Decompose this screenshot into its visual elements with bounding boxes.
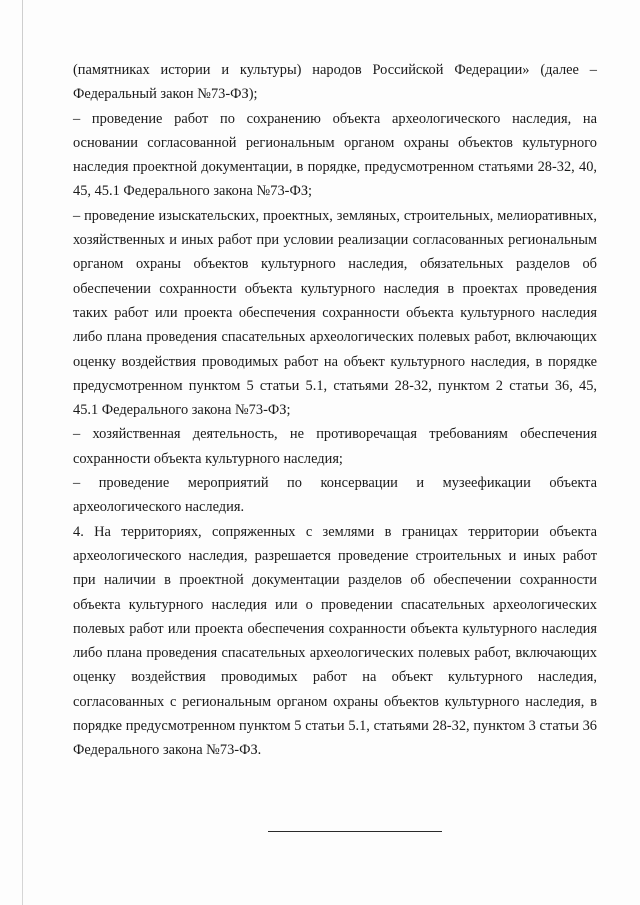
- paragraph-preservation-works: – проведение работ по сохранению объекта археологического наследия, на основании согласованной региональным органом охраны объектов культурного наследия проектной документации, в порядке, предусмотренном статьями 28-32, 40, 45, 45.1 Федерального закона №73-ФЗ;: [73, 110, 597, 200]
- document-body: [73, 58, 597, 763]
- scan-edge-line: [22, 0, 23, 905]
- paragraph-law-reference: (памятниках истории и культуры) народов Российской Федерации» (далее – Федеральный закон №73-ФЗ);: [73, 62, 597, 103]
- closing-divider-line: [268, 831, 442, 832]
- paragraph-conservation-measures: – проведение мероприятий по консервации и музеефикации объекта археологического наследия.: [73, 475, 597, 516]
- paragraph-economic-activity: – хозяйственная деятельность, не противоречащая требованиям обеспечения сохранности объекта культурного наследия;: [73, 426, 597, 467]
- paragraph-adjacent-territories: 4. На территориях, сопряженных с землями в границах территории объекта археологического наследия, разрешается проведение строительных и иных работ при наличии в проектной документации разделов об обеспечении сохранности объекта культурного наследия или о проведении спасательных археологических полевых работ или проекта обеспечения сохранности объекта культурного наследия либо плана проведения спасательных археологических полевых работ, включающих оценку воздействия проводимых работ на объект культурного наследия, согласованных с региональным органом охраны объектов культурного наследия, в порядке предусмотренном пунктом 5 статьи 5.1, статьями 28-32, пунктом 3 статьи 36 Федерального закона №73-ФЗ.: [73, 523, 597, 759]
- paragraph-survey-works: – проведение изыскательских, проектных, земляных, строительных, мелиоративных, хозяйственных и иных работ при условии реализации согласованных региональным органом охраны объектов культурного наследия, обязательных разделов об обеспечении сохранности объекта культурного наследия в проектах проведения таких работ или проекта обеспечения сохранности объекта культурного наследия либо плана проведения спасательных археологических полевых работ, включающих оценку воздействия проводимых работ на объект культурного наследия, в порядке предусмотренном пунктом 5 статьи 5.1, статьями 28-32, пунктом 2 статьи 36, 45, 45.1 Федерального закона №73-ФЗ;: [73, 207, 597, 419]
